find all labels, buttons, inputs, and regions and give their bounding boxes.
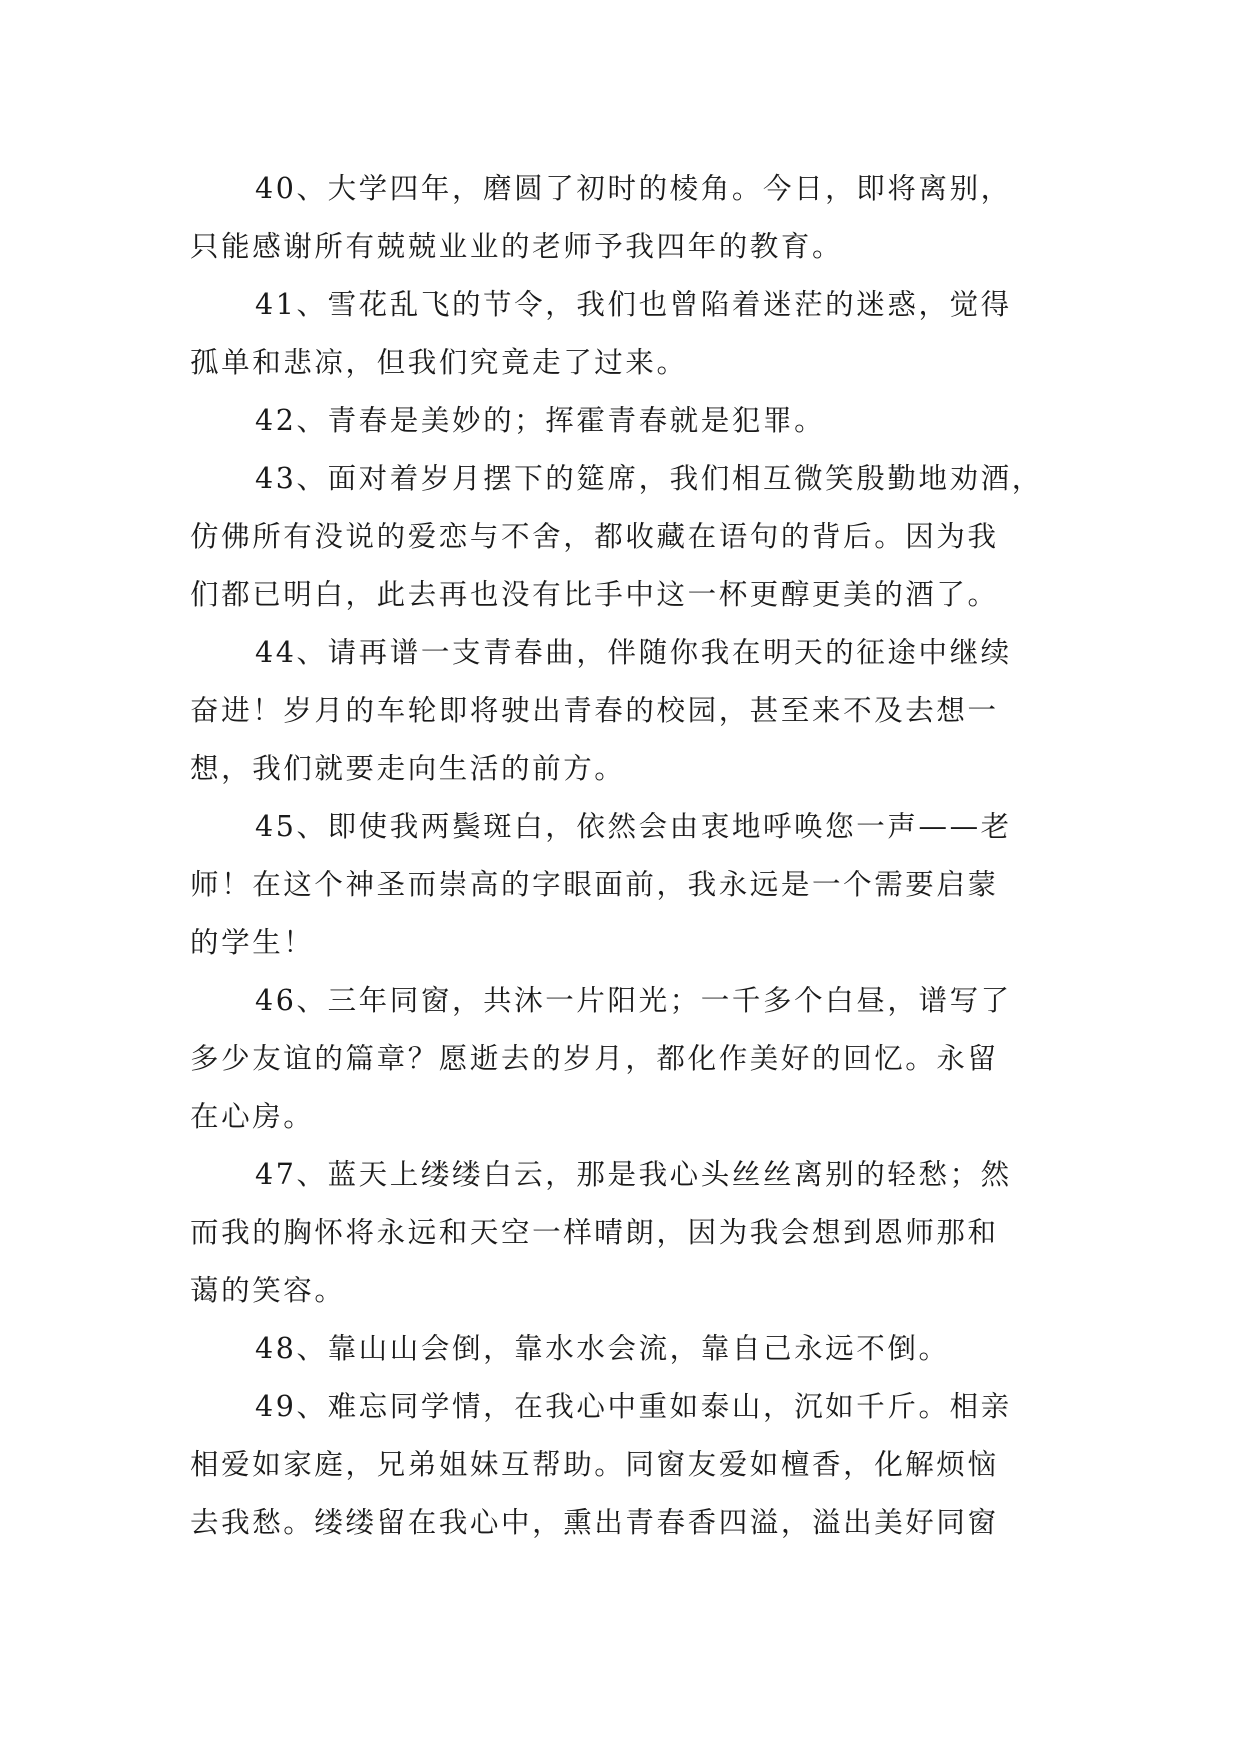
text-line: 的学生！	[190, 926, 315, 959]
text-line: 48、靠山山会倒，靠水水会流，靠自己永远不倒。	[255, 1332, 950, 1365]
text-line: 40、大学四年，磨圆了初时的棱角。今日，即将离别，	[255, 172, 1012, 205]
text-line: 47、蓝天上缕缕白云，那是我心头丝丝离别的轻愁；然	[255, 1158, 1012, 1191]
document-text	[190, 160, 1070, 1552]
text-line: 46、三年同窗，共沐一片阳光；一千多个白昼，谱写了	[255, 984, 1012, 1017]
text-line: 只能感谢所有兢兢业业的老师予我四年的教育。	[190, 230, 844, 263]
text-line: 相爱如家庭，兄弟姐妹互帮助。同窗友爱如檀香，化解烦恼	[190, 1448, 999, 1481]
text-line: 49、难忘同学情，在我心中重如泰山，沉如千斤。相亲	[255, 1390, 1012, 1423]
text-line: 仿佛所有没说的爱恋与不舍，都收藏在语句的背后。因为我	[190, 520, 999, 553]
text-line: 多少友谊的篇章？愿逝去的岁月，都化作美好的回忆。永留	[190, 1042, 999, 1075]
text-line: 而我的胸怀将永远和天空一样晴朗，因为我会想到恩师那和	[190, 1216, 999, 1249]
text-line: 在心房。	[190, 1100, 315, 1133]
text-line: 奋进！岁月的车轮即将驶出青春的校园，甚至来不及去想一	[190, 694, 999, 727]
text-line: 师！在这个神圣而崇高的字眼面前，我永远是一个需要启蒙	[190, 868, 999, 901]
text-line: 42、青春是美妙的；挥霍青春就是犯罪。	[255, 404, 826, 437]
text-line: 43、面对着岁月摆下的筵席，我们相互微笑殷勤地劝酒，	[255, 462, 1043, 495]
text-line: 去我愁。缕缕留在我心中，熏出青春香四溢，溢出美好同窗	[190, 1506, 999, 1539]
text-line: 孤单和悲凉，但我们究竟走了过来。	[190, 346, 688, 379]
text-line: 45、即使我两鬓斑白，依然会由衷地呼唤您一声——老	[255, 810, 1012, 843]
text-line: 们都已明白，此去再也没有比手中这一杯更醇更美的酒了。	[190, 578, 999, 611]
text-line: 想，我们就要走向生活的前方。	[190, 752, 626, 785]
text-line: 蔼的笑容。	[190, 1274, 346, 1307]
text-line: 44、请再谱一支青春曲，伴随你我在明天的征途中继续	[255, 636, 1012, 669]
text-line: 41、雪花乱飞的节令，我们也曾陷着迷茫的迷惑，觉得	[255, 288, 1012, 321]
